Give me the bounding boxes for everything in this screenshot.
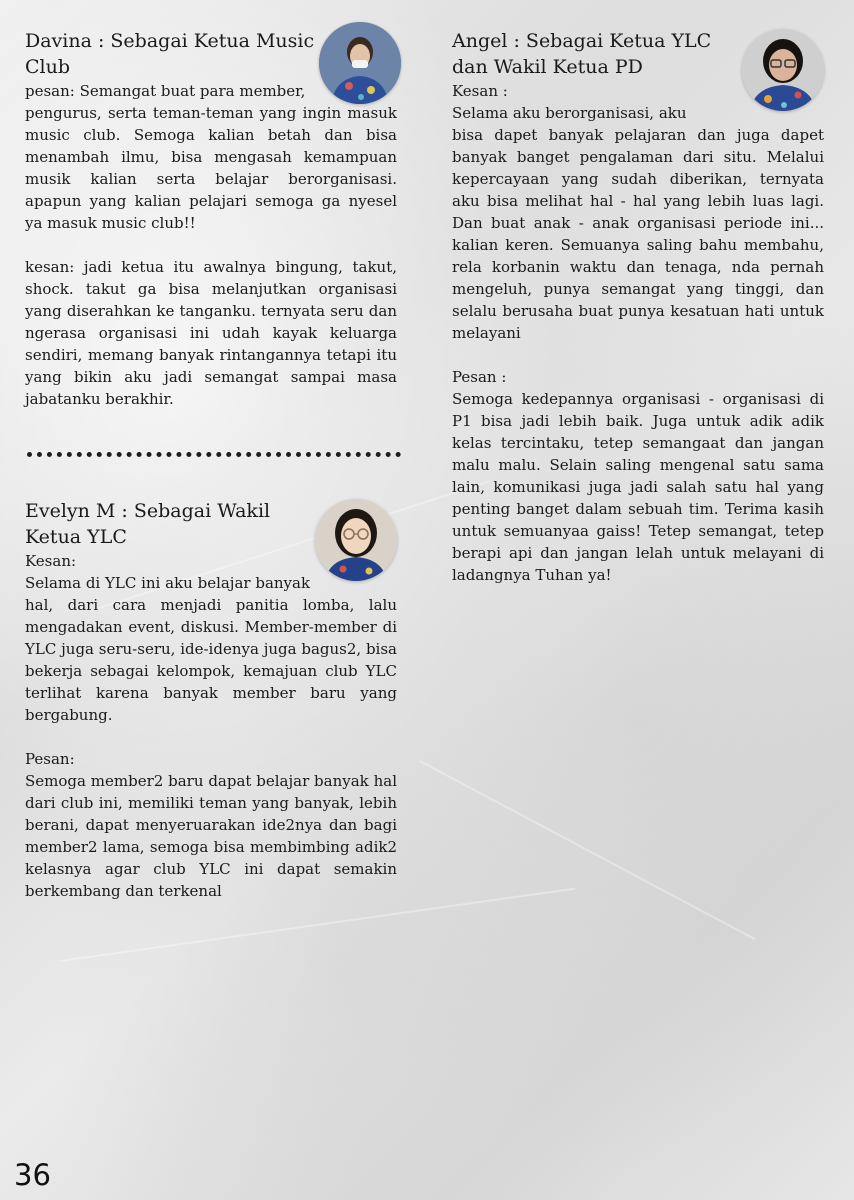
pesan-text: pengurus, serta teman-teman yang ingin masuk music club. Semoga kalian betah dan bisa menambah ilmu, bisa mengasah kemampuan musik kalian serta belajar berorganisasi. apapun yang kalian pelajari semoga ga nyesel ya masuk music club!! — [25, 104, 397, 232]
avatar-angel — [742, 29, 824, 111]
kesan-label: Kesan: — [25, 552, 77, 570]
kesan-lead: Selama aku berorganisasi, aku — [452, 104, 687, 122]
kesan-text: kesan: jadi ketua itu awalnya bingung, takut, shock. takut ga bisa melanjutkan organisasi yang diserahkan ke tanganku. ternyata seru dan ngerasa organisasi ini udah kayak keluarga sendiri, memang banyak rintangannya tetapi itu yang bikin aku jadi semangat sampai masa jabatanku berakhir. — [25, 258, 397, 408]
pesan-text: Semoga kedepannya organisasi - organisasi di P1 bisa jadi lebih baik. Juga untuk adik adik kelas tercintaku, tetep semangaat dan jangan malu malu. Selain saling mengenal satu sama lain, komunikasi juga jadi salah satu hal yang penting banget dalam sebuah tim. Terima kasih untuk semuanyaa gaiss! Tetep semangat, tetep berapi api dan jangan lelah untuk melayani di ladangnya Tuhan ya! — [452, 390, 824, 584]
pesan-lead: pesan: Semangat buat para member, — [25, 82, 306, 100]
pesan-text: Semoga member2 baru dapat belajar banyak hal dari club ini, memiliki teman yang banyak, lebih berani, dapat menyeruarakan ide2nya dan bagi member2 lama, semoga bisa membimbing adik2 kelasnya agar club YLC ini dapat semakin berkembang dan terkenal — [25, 772, 397, 900]
kesan-label: Kesan : — [452, 82, 508, 100]
entry-title: Angel : Sebagai Ketua YLC dan Wakil Ketua PD — [452, 30, 712, 78]
paper-crease — [419, 760, 755, 940]
section-divider — [27, 452, 401, 457]
avatar-davina — [319, 22, 401, 104]
entry-title: Evelyn M : Sebagai Wakil Ketua YLC — [25, 500, 271, 548]
pesan-label: Pesan: — [25, 750, 75, 768]
pesan-label: Pesan : — [452, 368, 507, 386]
kesan-lead: Selama di YLC ini aku belajar banyak — [25, 574, 311, 592]
page-number: 36 — [14, 1158, 51, 1192]
kesan-text: bisa dapet banyak pelajaran dan juga dapet banyak banget pengalaman dari situ. Melalui kepercayaan yang sudah diberikan, ternyata aku bisa melihat hal - hal yang lebih luas lagi. Dan buat anak - anak organisasi periode ini... kalian keren. Semuanya saling bahu membahu, rela korbanin waktu dan tenaga, nda pernah mengeluh, punya semangat yang tinggi, dan selalu berusaha buat punya kesatuan hati untuk melayani — [452, 126, 824, 342]
entry-title: Davina : Sebagai Ketua Music Club — [25, 30, 315, 78]
kesan-text: hal, dari cara menjadi panitia lomba, lalu mengadakan event, diskusi. Member-member di YLC juga seru-seru, ide-idenya juga bagus2, bisa bekerja sebagai kelompok, kemajuan club YLC terlihat karena banyak member baru yang bergabung. — [25, 596, 397, 724]
entry-angel — [452, 28, 824, 586]
avatar-evelyn — [315, 499, 397, 581]
